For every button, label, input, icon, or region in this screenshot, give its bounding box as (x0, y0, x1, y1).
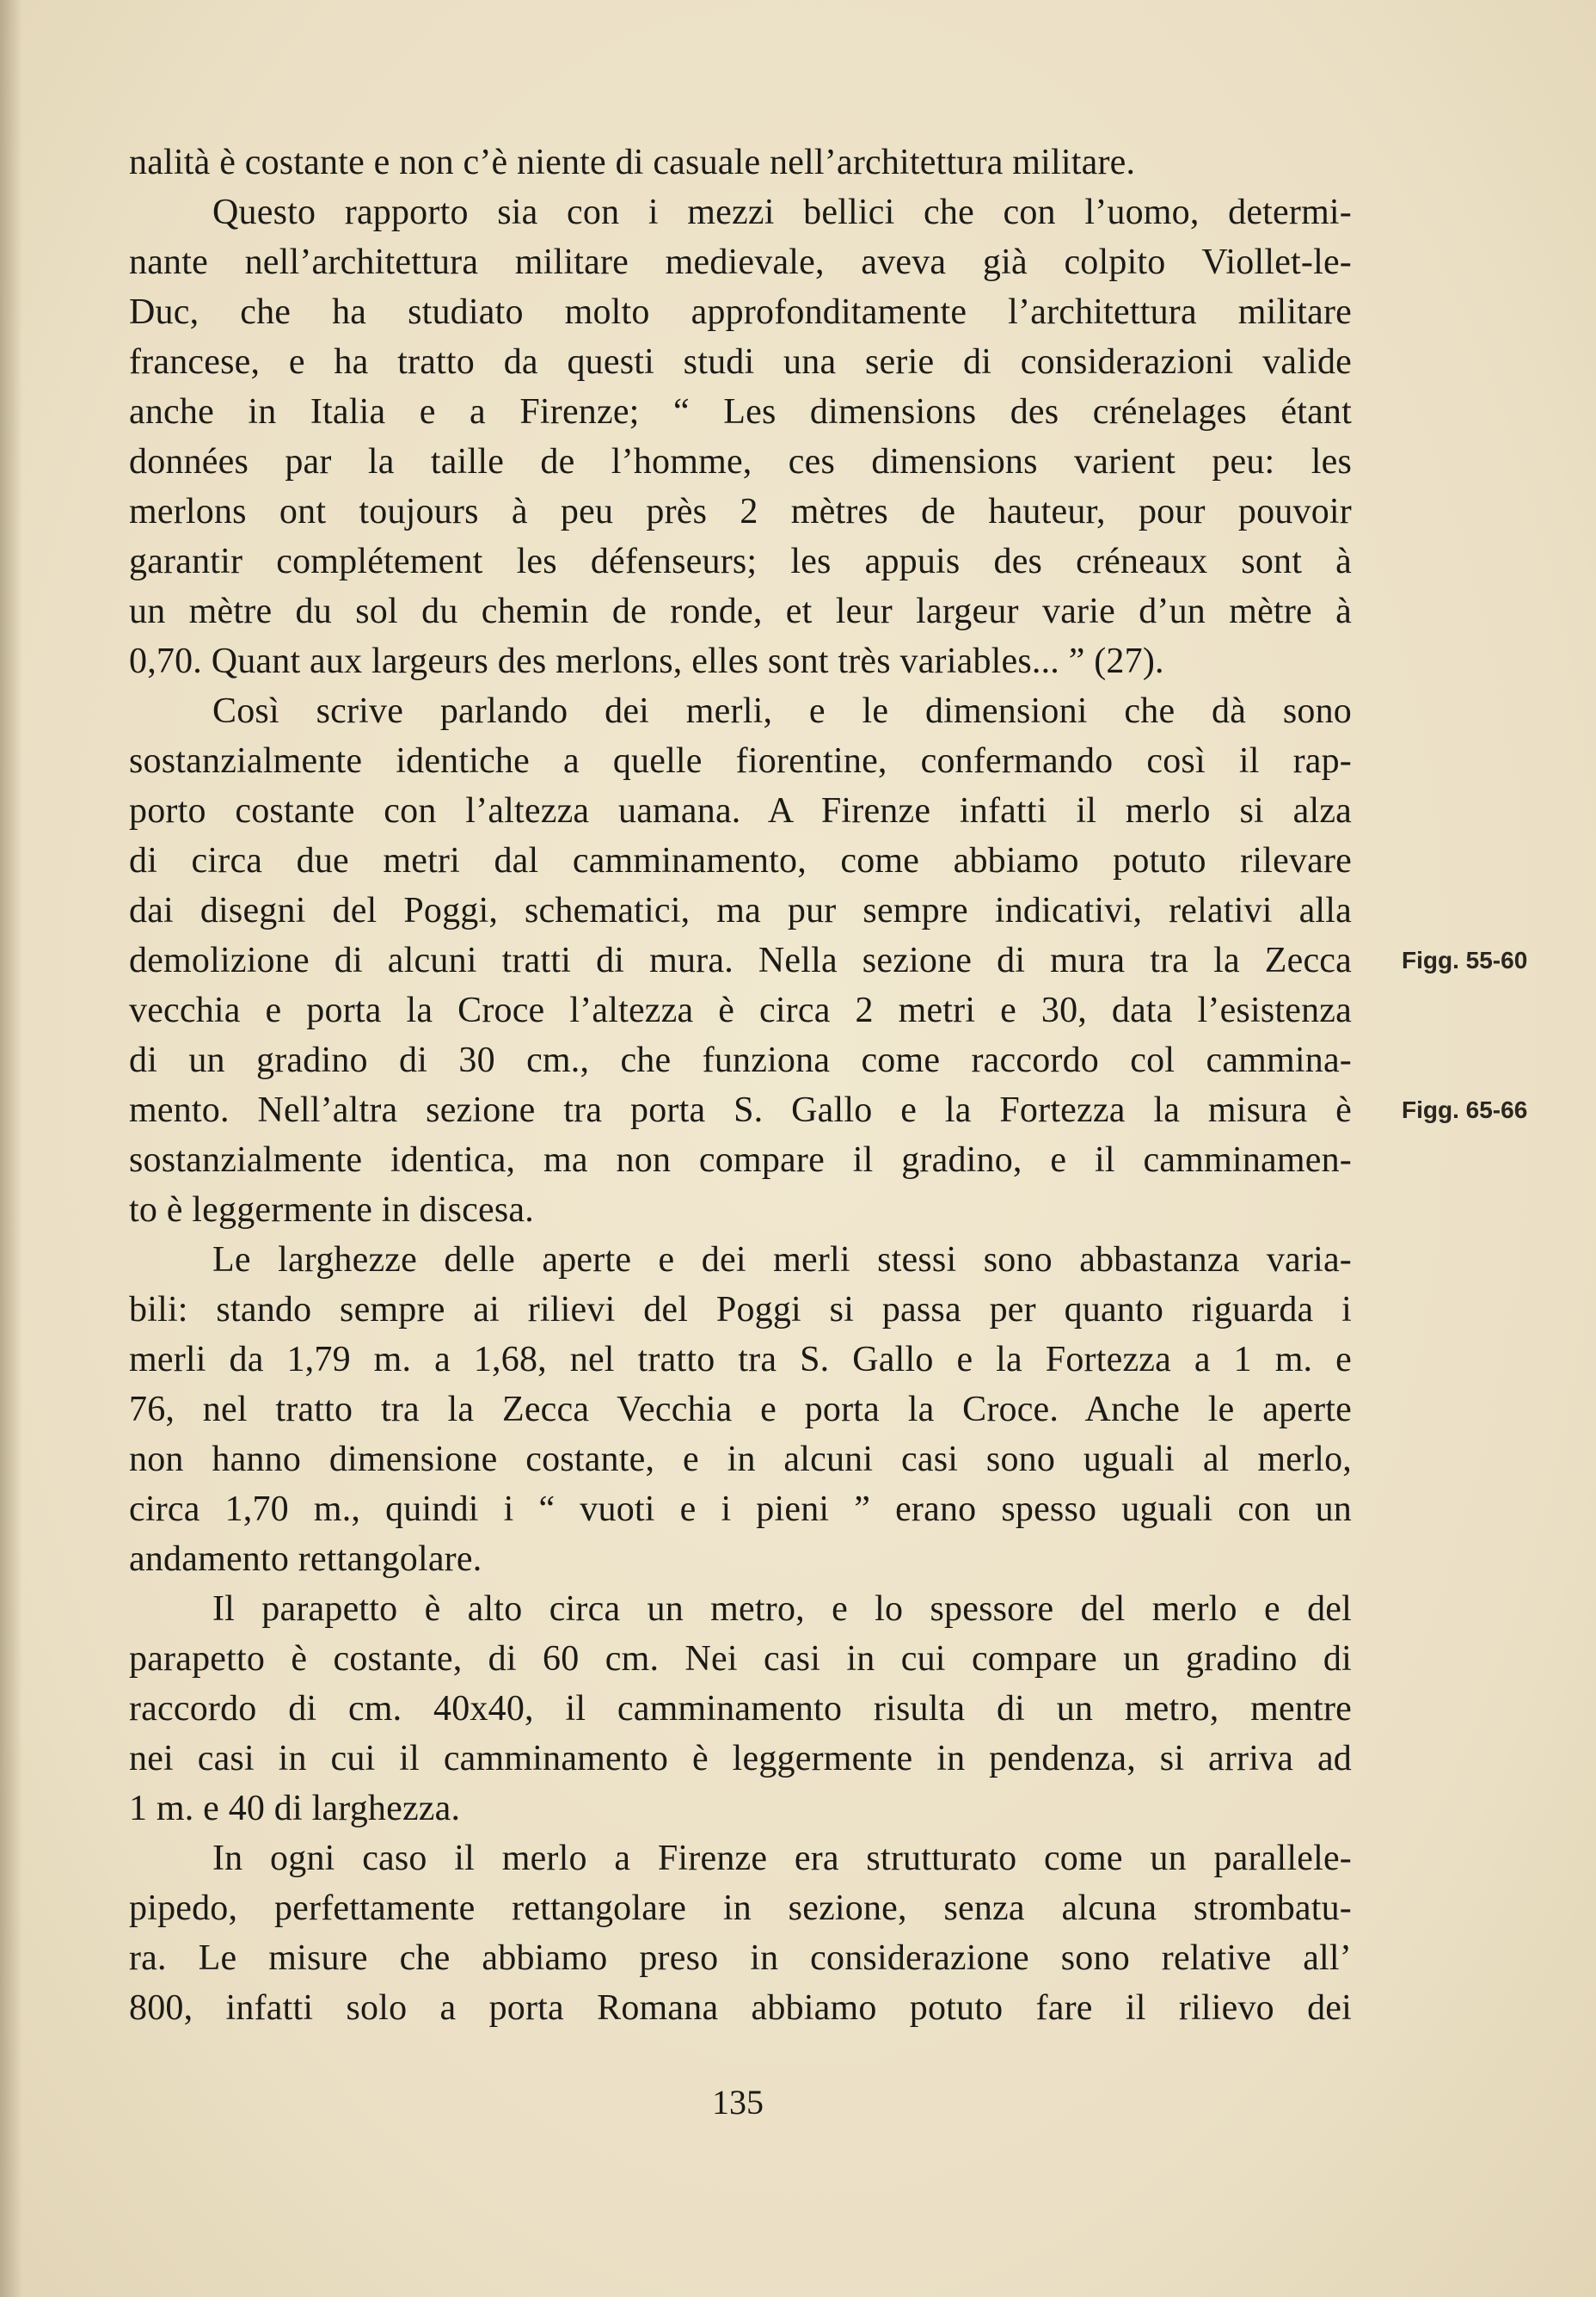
margin-note-figures: Figg. 65-66 (1402, 1096, 1528, 1123)
text-line: demolizione di alcuni tratti di mura. Nella sezione di mura tra la Zecca (129, 941, 1352, 980)
text-line: 800, infatti solo a porta Romana abbiamo potuto fare il rilievo dei (129, 1988, 1352, 2028)
text-line: garantir complétement les défenseurs; les appuis des créneaux sont à (129, 542, 1352, 581)
text-line: merlons ont toujours à peu près 2 mètres de hauteur, pour pouvoir (129, 492, 1352, 531)
text-line: 1 m. e 40 di larghezza. (129, 1789, 461, 1828)
text-line: merli da 1,79 m. a 1,68, nel tratto tra S. Gallo e la Fortezza a 1 m. e (129, 1340, 1352, 1379)
text-line: anche in Italia e a Firenze; “ Les dimensions des crénelages étant (129, 392, 1352, 432)
body-text (129, 138, 1352, 2033)
text-line: Le larghezze delle aperte e dei merli stessi sono abbastanza varia- (212, 1240, 1352, 1280)
text-line: andamento rettangolare. (129, 1539, 482, 1579)
text-line: francese, e ha tratto da questi studi una serie di considerazioni valide (129, 342, 1352, 382)
text-line: parapetto è costante, di 60 cm. Nei casi in cui compare un gradino di (129, 1639, 1352, 1679)
text-line: vecchia e porta la Croce l’altezza è circa 2 metri e 30, data l’esistenza (129, 991, 1352, 1030)
text-line: pipedo, perfettamente rettangolare in sezione, senza alcuna strombatu- (129, 1889, 1352, 1928)
text-line: Questo rapporto sia con i mezzi bellici che con l’uomo, determi- (212, 193, 1352, 232)
text-line: sostanzialmente identica, ma non compare il gradino, e il camminamen- (129, 1140, 1352, 1180)
text-line: di circa due metri dal camminamento, come abbiamo potuto rilevare (129, 841, 1352, 881)
page-number: 135 (712, 2083, 764, 2122)
text-line: porto costante con l’altezza uamana. A Firenze infatti il merlo si alza (129, 791, 1352, 831)
text-line: nante nell’architettura militare medievale, aveva già colpito Viollet-le- (129, 243, 1352, 282)
text-line: non hanno dimensione costante, e in alcuni casi sono uguali al merlo, (129, 1440, 1352, 1479)
text-line: nalità è costante e non c’è niente di casuale nell’architettura militare. (129, 143, 1136, 182)
text-line: 0,70. Quant aux largeurs des merlons, elles sont très variables... ” (27). (129, 642, 1164, 681)
text-line: In ogni caso il merlo a Firenze era strutturato come un parallele- (212, 1839, 1352, 1878)
text-line: to è leggermente in discesa. (129, 1190, 534, 1230)
text-line: ra. Le misure che abbiamo preso in considerazione sono relative all’ (129, 1938, 1352, 1978)
text-line: nei casi in cui il camminamento è leggermente in pendenza, si arriva ad (129, 1739, 1352, 1778)
text-line: données par la taille de l’homme, ces dimensions varient peu: les (129, 442, 1352, 482)
text-line: un mètre du sol du chemin de ronde, et leur largeur varie d’un mètre à (129, 592, 1352, 631)
text-line: raccordo di cm. 40x40, il camminamento risulta di un metro, mentre (129, 1689, 1352, 1729)
text-line: circa 1,70 m., quindi i “ vuoti e i pieni ” erano spesso uguali con un (129, 1489, 1352, 1529)
text-line: sostanzialmente identiche a quelle fiorentine, confermando così il rap- (129, 741, 1352, 781)
text-line: dai disegni del Poggi, schematici, ma pur sempre indicativi, relativi alla (129, 891, 1352, 930)
text-line: bili: stando sempre ai rilievi del Poggi si passa per quanto riguarda i (129, 1290, 1352, 1330)
text-line: Il parapetto è alto circa un metro, e lo spessore del merlo e del (212, 1589, 1352, 1629)
text-line: mento. Nell’altra sezione tra porta S. Gallo e la Fortezza la misura è (129, 1090, 1352, 1130)
margin-note-figures: Figg. 55-60 (1402, 947, 1528, 973)
text-line: di un gradino di 30 cm., che funziona come raccordo col cammina- (129, 1041, 1352, 1080)
text-line: Così scrive parlando dei merli, e le dimensioni che dà sono (212, 691, 1352, 731)
text-line: Duc, che ha studiato molto approfonditamente l’architettura militare (129, 292, 1352, 332)
page-edge-shadow (0, 0, 22, 2297)
text-line: 76, nel tratto tra la Zecca Vecchia e porta la Croce. Anche le aperte (129, 1390, 1352, 1429)
